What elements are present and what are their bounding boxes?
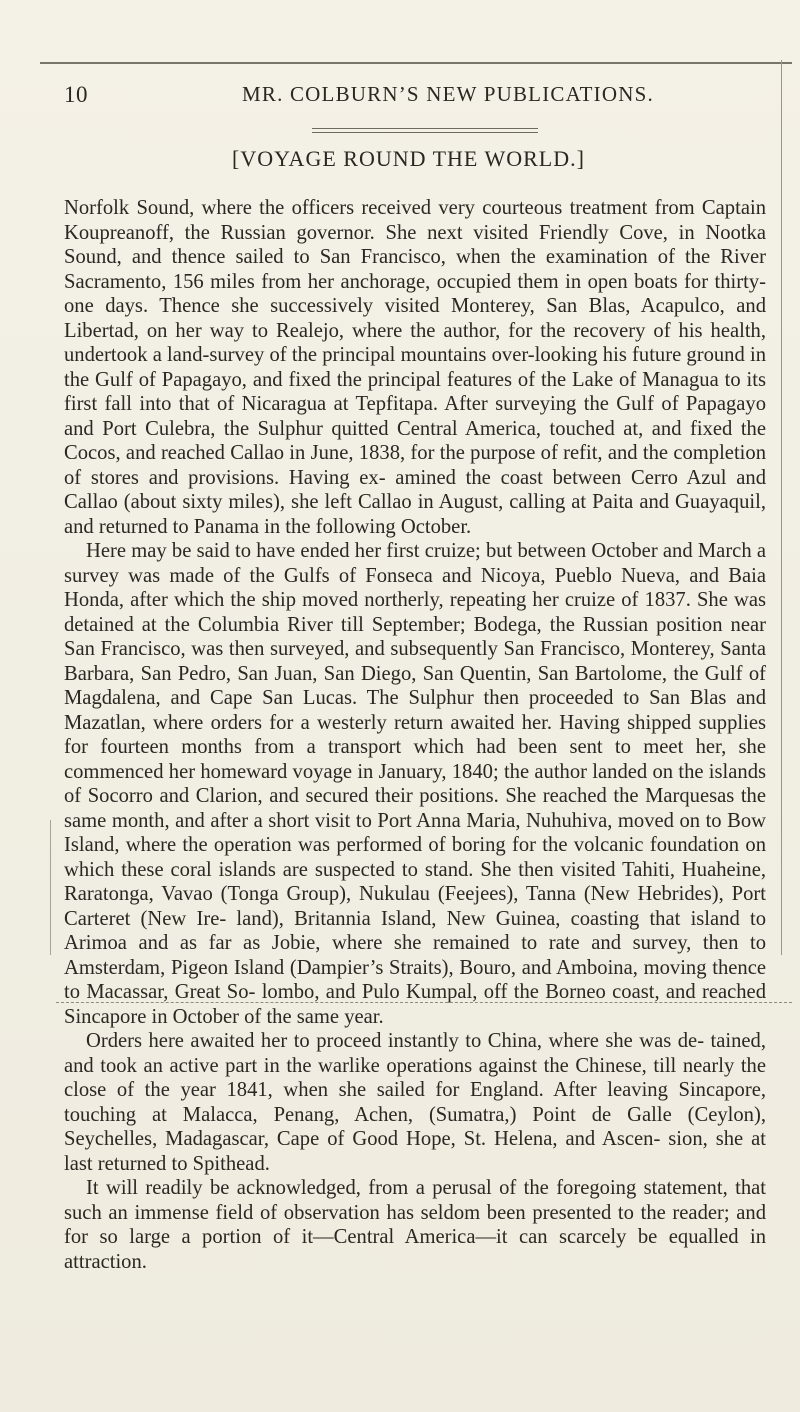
page-frame-left (50, 820, 51, 955)
paragraph-3: Orders here awaited her to proceed instantly to China, where she was de- tained, and took an active part in the warlike operations against the Chinese, till nearly the close of the year 1841, when she sailed for England. After leaving Sincapore, touching at Malacca, Penang, Achen, (Sumatra,) Point de Galle (Ceylon), Seychelles, Madagascar, Cape of Good Hope, St. Helena, and Ascen- sion, she at last returned to Spithead. (64, 1030, 766, 1175)
section-caption: [VOYAGE ROUND THE WORLD.] (232, 146, 585, 171)
page-number: 10 (64, 82, 88, 107)
header-double-rule-bottom (312, 132, 538, 133)
bottom-rule (56, 1002, 792, 1003)
top-rule (40, 62, 792, 64)
page-frame-right (781, 60, 782, 955)
running-head (64, 82, 764, 118)
paragraph-2: Here may be said to have ended her first cruize; but between October and March a survey was made of the Gulfs of Fonseca and Nicoya, Pueblo Nueva, and Baia Honda, after which the ship moved northerly, repeating her cruize of 1837. She was detained at the Columbia River till September; Bodega, the Russian position near San Francisco, was then surveyed, and subsequently San Francisco, Monterey, Santa Barbara, San Pedro, San Juan, San Diego, San Quentin, San Bartolome, the Gulf of Magdalena, and Cape San Lucas. The Sulphur then proceeded to San Blas and Mazatlan, where orders for a westerly return awaited her. Having shipped supplies for fourteen months from a transport which had been sent to meet her, she commenced her homeward voyage in January, 1840; the author landed on the islands of Socorro and Clarion, and secured their positions. She reached the Marquesas the same month, and after a short visit to Port Anna Maria, Nuhuhiva, moved on to Bow Island, where the operation was performed of boring for the volcanic foundation on which these coral islands are suspected to stand. She then visited Tahiti, Huaheine, Raratonga, Vavao (Tonga Group), Nukulau (Feejees), Tanna (New Hebrides), Port Carteret (New Ire- land), Britannia Island, New Guinea, coasting that island to Arimoa and as far as Jobie, where she remained to rate and survey, then to Amsterdam, Pigeon Island (Dampier’s Straits), Bouro, and Amboina, moving thence to Macassar, Great So- lombo, and Pulo Kumpal, off the Borneo coast, and reached Sincapore in October of the same year. (64, 540, 766, 1028)
header-double-rule-top (312, 128, 538, 129)
paragraph-1: Norfolk Sound, where the officers received very courteous treatment from Captain Koupreanoff, the Russian governor. She next visited Friendly Cove, in Nootka Sound, and thence sailed to San Francisco, when the examination of the River Sacramento, 156 miles from her anchorage, occupied them in open boats for thirty-one days. Thence she successively visited Monterey, San Blas, Acapulco, and Libertad, on her way to Realejo, where the author, for the recovery of his health, undertook a land-survey of the principal mountains over-looking his future ground in the Gulf of Papagayo, and fixed the principal features of the Lake of Managua to its first fall into that of Nicaragua at Tepfitapa. After surveying the Gulf of Papagayo and Port Culebra, the Sulphur quitted Central America, touched at, and fixed the Cocos, and reached Callao in June, 1838, for the purpose of refit, and the completion of stores and provisions. Having ex- amined the coast between Cerro Azul and Callao (about sixty miles), she left Callao in August, calling at Paita and Guayaquil, and returned to Panama in the following October. (64, 197, 766, 538)
body-text (64, 196, 766, 1274)
paragraph-4: It will readily be acknowledged, from a perusal of the foregoing statement, that such an immense field of observation has seldom been presented to the reader; and for so large a portion of it—Central America—it can scarcely be equalled in attraction. (64, 1177, 766, 1273)
running-head-title: MR. COLBURN’S NEW PUBLICATIONS. (242, 82, 654, 106)
